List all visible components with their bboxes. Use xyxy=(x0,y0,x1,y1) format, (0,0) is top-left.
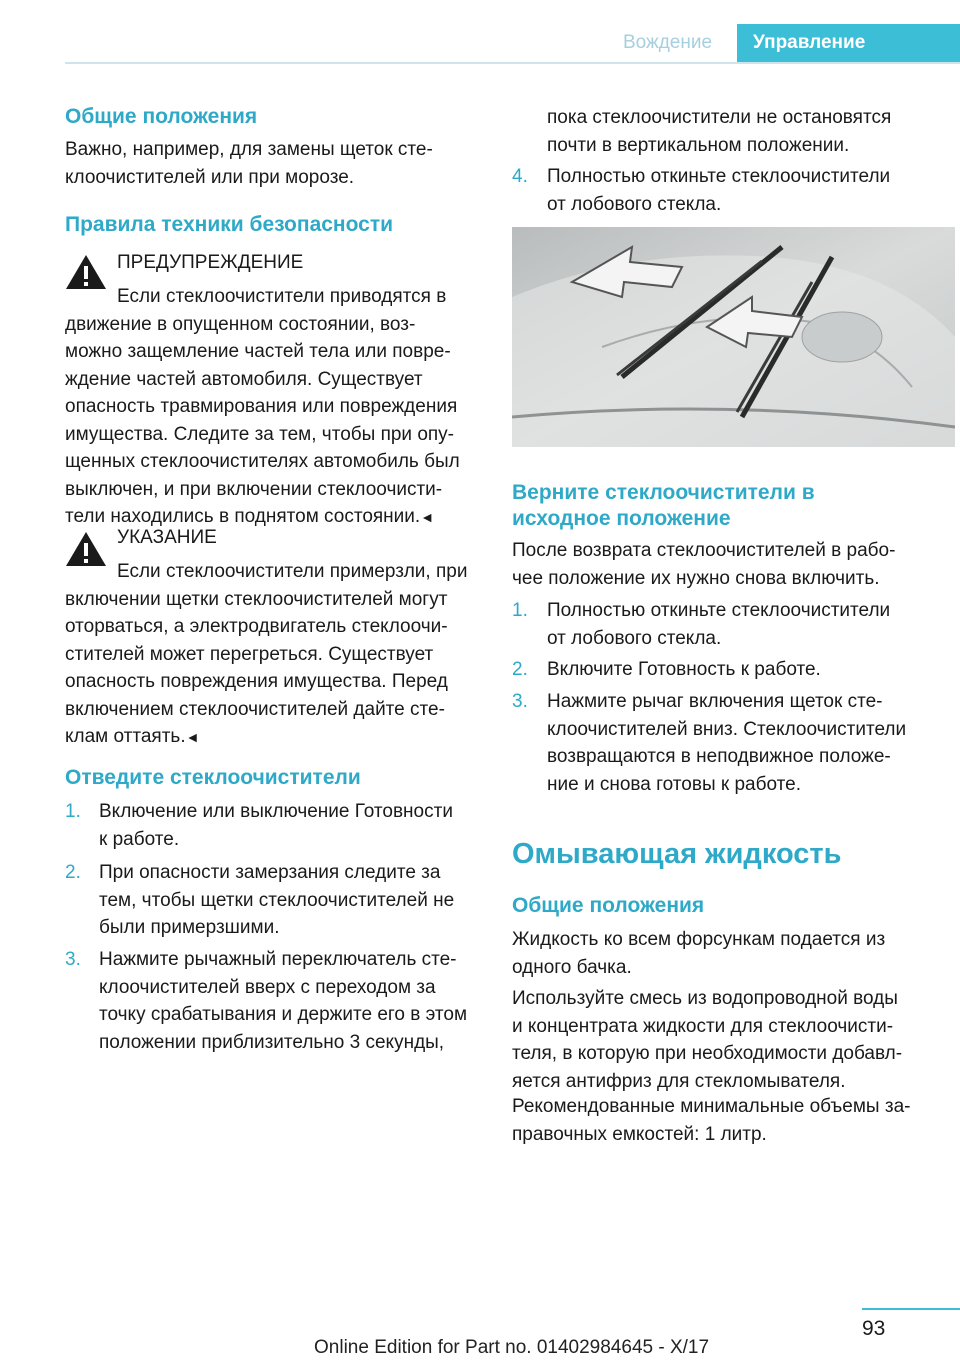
warning2-title: УКАЗАНИЕ xyxy=(117,527,217,548)
washer-text-2: Используйте смесь из водопроводной воды и концентрата жидкости для стеклоочисти- теля, в которую при необходимости добавл- яется антифриз для стекломывателя. xyxy=(512,988,903,1092)
safety-title: Правила техники безопасности xyxy=(65,213,394,236)
tab-controls[interactable]: Управление xyxy=(737,24,960,62)
tab-driving[interactable]: Вождение xyxy=(622,32,713,53)
header-line xyxy=(65,62,960,64)
washer-text-1: Жидкость ко всем форсункам подается из одного бачка. xyxy=(512,929,886,978)
footer-line xyxy=(862,1308,960,1310)
washer-general-title: Общие положения xyxy=(512,894,705,917)
wiper-illustration xyxy=(512,227,955,447)
washer-title: Омывающая жидкость xyxy=(512,838,842,870)
left-general-title: Общие положения xyxy=(65,105,258,128)
return-text: После возврата стеклоочистителей в рабо- чее положение их нужно снова включить. xyxy=(512,540,896,589)
warning1-title: ПРЕДУПРЕЖДЕНИЕ xyxy=(117,252,304,273)
end-mark: ◄ xyxy=(420,509,435,525)
edition-text: Online Edition for Part no. 01402984645 - X/17 xyxy=(314,1337,710,1358)
warning2-text: Если стеклоочистители примерзли, при включении щетки стеклоочистителей могут оторваться, а электродвигатель стеклоочи- стителей может перегреться. Существует опасность повреждения имущества. Перед включением стеклоочистителей дайте сте- клам оттаять.◄ xyxy=(65,561,468,747)
left-general-text: Важно, например, для замены щеток сте- клоочистителей или при морозе. xyxy=(65,139,433,188)
continued-text: пока стеклоочистители не остановятся почти в вертикальном положении. xyxy=(547,107,892,156)
return-title: Верните стеклоочистители в исходное положение xyxy=(512,481,815,530)
fold-title: Отведите стеклоочистители xyxy=(65,766,361,789)
page-number: 93 xyxy=(862,1317,886,1340)
washer-text-3: Рекомендованные минимальные объемы за- правочных емкостей: 1 литр. xyxy=(512,1096,911,1145)
end-mark: ◄ xyxy=(185,729,200,745)
warning1-text: Если стеклоочистители приводятся в движение в опущенном состоянии, воз- можно защемление частей тела или повре- ждение частей автомобиля. Существует опасность травмирования или повреждения имущества. Следите за тем, чтобы при опу- щенных стеклоочистителях автомобиль был выключен, и при включении стеклоочисти- тели находились в поднятом состоянии.◄ xyxy=(65,286,460,527)
